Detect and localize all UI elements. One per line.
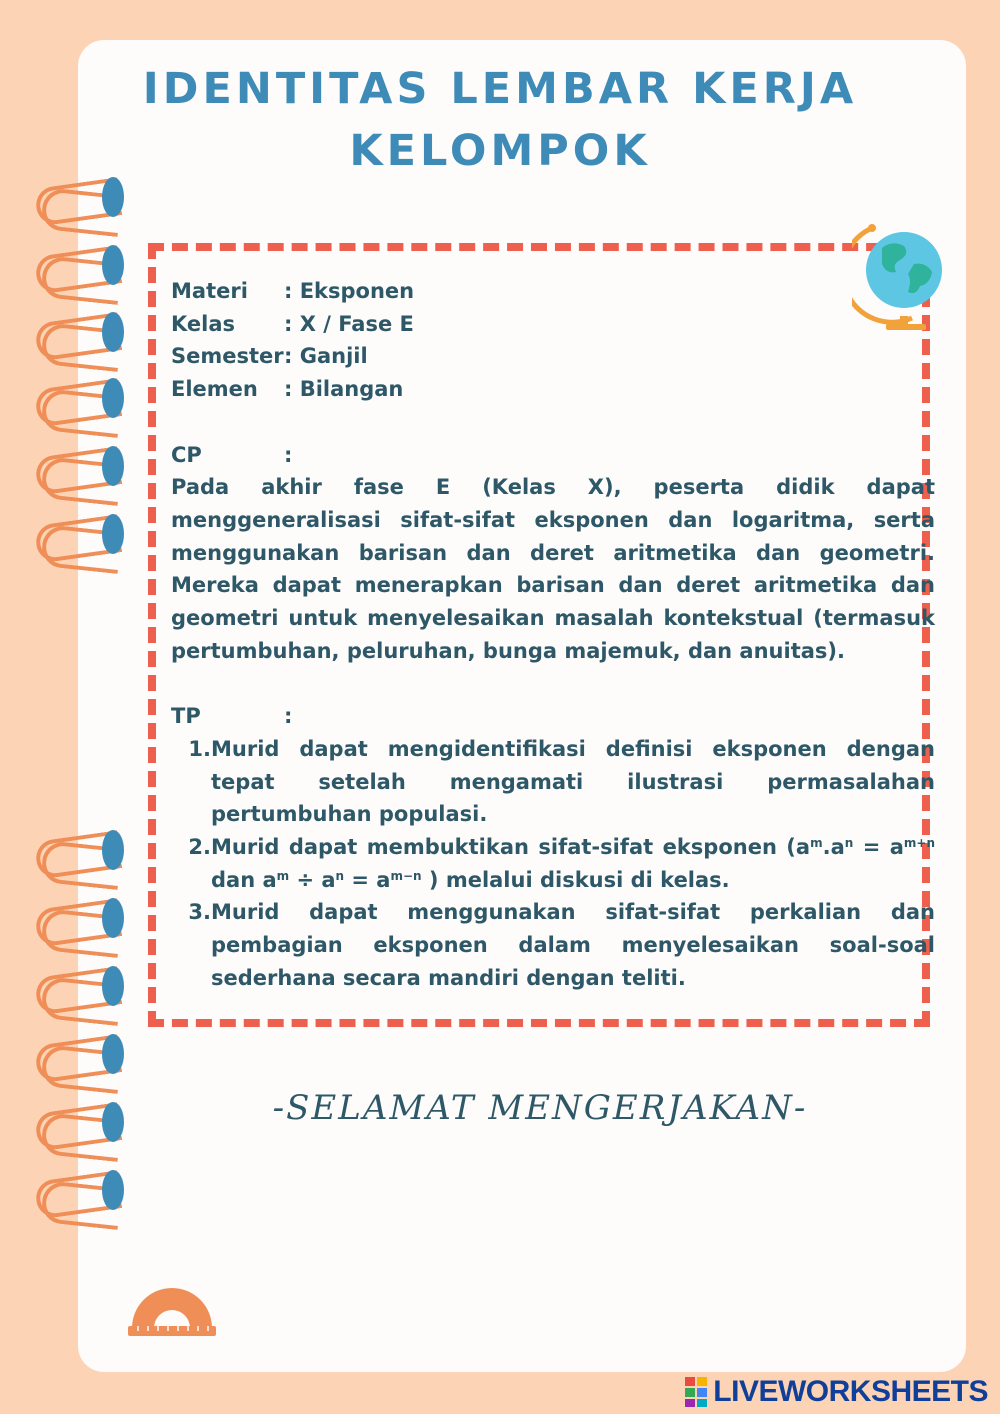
list-item (171, 896, 935, 994)
spiral-ring-icon (2, 514, 92, 562)
info-key: Elemen (171, 377, 258, 402)
worksheet-content (171, 275, 935, 994)
tp-list (171, 733, 935, 995)
protractor-icon (124, 1276, 220, 1340)
title-line-1: IDENTITAS LEMBAR KERJA (142, 64, 858, 114)
spiral-ring-icon (2, 446, 92, 494)
spiral-ring-icon (2, 830, 92, 878)
list-item (171, 831, 935, 896)
spiral-ring-icon (2, 1034, 92, 1082)
cp-label: CP (171, 442, 202, 467)
list-number: 1. (188, 736, 211, 761)
info-key: Semester (171, 344, 284, 369)
liveworksheets-logo-icon (685, 1377, 707, 1407)
info-value: : Eksponen (284, 279, 415, 303)
tp-label: TP (171, 704, 201, 729)
info-value: : X / Fase E (284, 311, 414, 336)
list-text: Murid dapat mengidentifikasi definisi eksponen dengan tepat setelah mengamati ilustrasi permasalahan pertumbuhan populasi. (211, 736, 935, 827)
liveworksheets-brand[interactable] (685, 1374, 988, 1410)
brand-text: LIVEWORKSHEETS (713, 1375, 988, 1408)
tp-separator: : (284, 704, 293, 729)
spiral-ring-icon (2, 245, 92, 293)
spiral-ring-icon (2, 177, 92, 225)
info-row-kelas (171, 308, 935, 341)
spiral-ring-icon (2, 1170, 92, 1218)
info-row-elemen (171, 373, 935, 406)
info-key: Materi (171, 279, 248, 303)
list-number: 3. (188, 900, 211, 925)
spiral-ring-icon (2, 966, 92, 1014)
spiral-ring-icon (2, 312, 92, 360)
list-item (171, 733, 935, 831)
info-key: Kelas (171, 311, 236, 336)
spiral-ring-icon (2, 898, 92, 946)
info-row-semester (171, 340, 935, 373)
title-line-2: KELOMPOK (349, 126, 651, 176)
info-value: : Bilangan (284, 377, 404, 402)
info-row-materi (171, 275, 935, 308)
closing-message: -SELAMAT MENGERJAKAN- (272, 1088, 808, 1128)
cp-text: Pada akhir fase E (Kelas X), peserta didik dapat menggeneralisasi sifat-sifat eksponen dan logaritma, serta menggunakan barisan dan deret aritmetika dan geometri. Mereka dapat menerapkan barisan dan deret aritmetika dan geometri untuk menyelesaikan masalah kontekstual (termasuk pertumbuhan, peluruhan, bunga majemuk, dan anuitas). (171, 475, 935, 663)
list-number: 2. (188, 834, 211, 859)
spiral-ring-icon (2, 378, 92, 426)
page-title (0, 58, 1000, 182)
cp-heading (171, 439, 935, 472)
list-text: Murid dapat membuktikan sifat-sifat eksponen ($a^m.a^n = a^{m+n}$ dan $a^m \div a^n = a^{m-n}$ ) melalui diskusi di kelas. (211, 834, 935, 892)
tp-heading (171, 700, 935, 733)
info-value: : Ganjil (284, 344, 368, 369)
cp-separator: : (284, 442, 293, 467)
list-text: Murid dapat menggunakan sifat-sifat perkalian dan pembagian eksponen dalam menyelesaikan soal-soal sederhana secara mandiri dengan teliti. (211, 900, 935, 990)
